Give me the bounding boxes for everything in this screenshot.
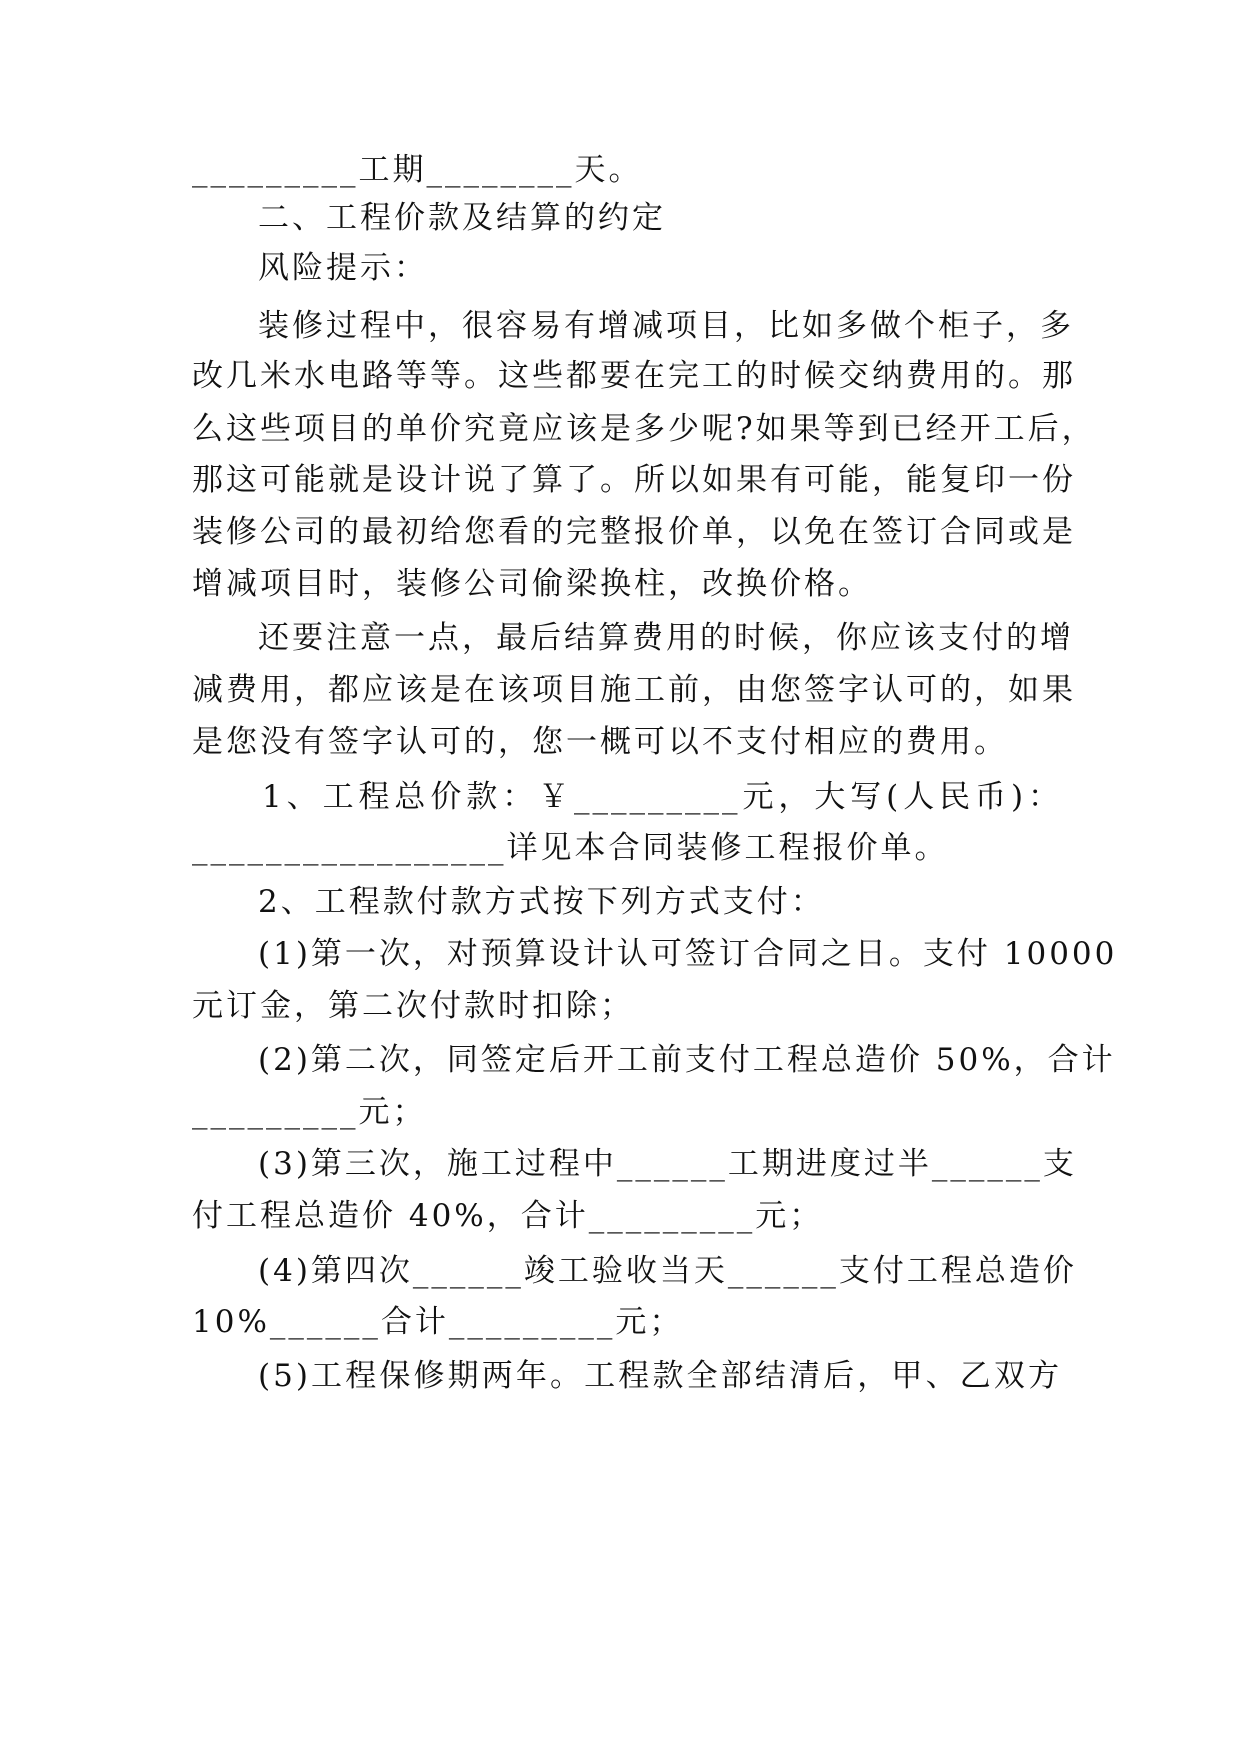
text-line-duration: _________工期________天。 (192, 152, 643, 188)
risk-notice-label: 风险提示： (258, 250, 428, 286)
paragraph-line: 装修公司的最初给您看的完整报价单，以免在签订合同或是 (192, 514, 1076, 550)
total-price-line: _________________详见本合同装修工程报价单。 (192, 830, 949, 866)
payment-item-2: _________元； (192, 1094, 427, 1130)
paragraph-line: 改几米水电路等等。这些都要在完工的时候交纳费用的。那 (192, 358, 1076, 394)
paragraph-line: 装修过程中，很容易有增减项目，比如多做个柜子，多 (258, 308, 1074, 344)
payment-item-1: (1)第一次，对预算设计认可签订合同之日。支付 10000 (258, 936, 1118, 972)
payment-item-4: 10%______合计_________元； (192, 1304, 684, 1340)
payment-item-3: (3)第三次，施工过程中______工期进度过半______支 (258, 1146, 1077, 1182)
section-heading-price: 二、工程价款及结算的约定 (258, 200, 666, 236)
payment-item-1: 元订金，第二次付款时扣除； (192, 988, 634, 1024)
paragraph-line: 是您没有签字认可的，您一概可以不支付相应的费用。 (192, 724, 1008, 760)
paragraph-line: 么这些项目的单价究竟应该是多少呢?如果等到已经开工后， (192, 411, 1096, 447)
payment-item-2: (2)第二次，同签定后开工前支付工程总造价 50%，合计 (258, 1042, 1116, 1078)
payment-item-5: (5)工程保修期两年。工程款全部结清后，甲、乙双方 (258, 1358, 1062, 1394)
paragraph-line: 减费用，都应该是在该项目施工前，由您签字认可的，如果 (192, 672, 1076, 708)
payment-item-3: 付工程总造价 40%，合计_________元； (192, 1198, 824, 1234)
payment-method-heading: 2、工程款付款方式按下列方式支付： (258, 884, 825, 920)
paragraph-line: 增减项目时，装修公司偷梁换柱，改换价格。 (192, 566, 872, 602)
total-price-line: 1、工程总价款：￥_________元，大写(人民币)： (262, 779, 1062, 815)
payment-item-4: (4)第四次______竣工验收当天______支付工程总造价 (258, 1253, 1077, 1289)
paragraph-line: 那这可能就是设计说了算了。所以如果有可能，能复印一份 (192, 462, 1076, 498)
paragraph-line: 还要注意一点，最后结算费用的时候，你应该支付的增 (258, 620, 1074, 656)
